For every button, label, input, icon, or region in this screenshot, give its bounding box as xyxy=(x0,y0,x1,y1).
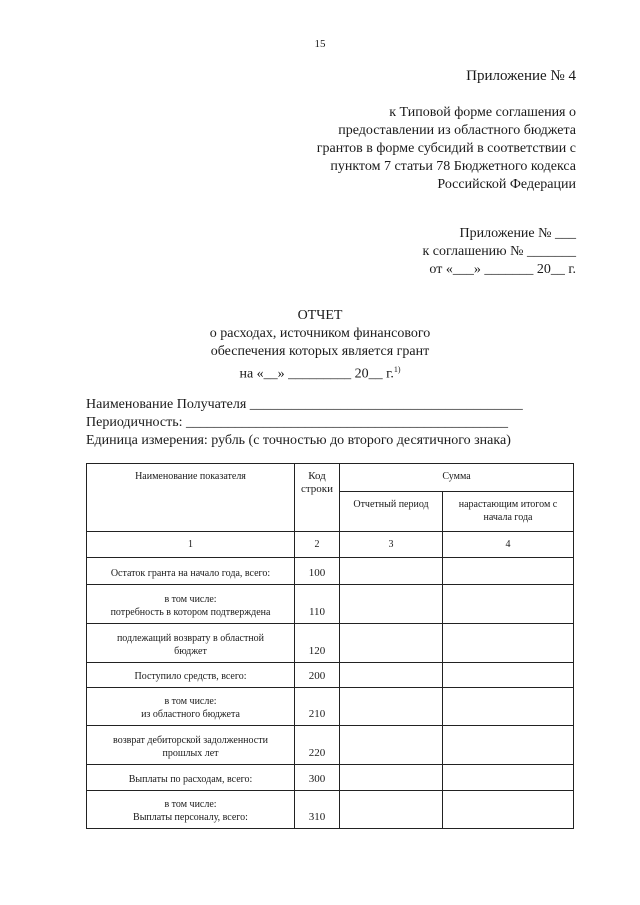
row-value-cumulative[interactable] xyxy=(443,726,574,765)
agreement-no: к соглашению № _______ xyxy=(422,244,576,259)
report-fields xyxy=(86,396,523,450)
column-number: 4 xyxy=(443,532,574,558)
row-label-line: бюджет xyxy=(174,646,207,657)
row-label-line: Остаток гранта на начало года, всего: xyxy=(110,568,271,579)
column-number: 2 xyxy=(295,532,340,558)
report-date: на «__» _________ 20__ г. xyxy=(239,366,394,382)
periodicity-field: Периодичность: ______________________________________________ xyxy=(86,415,509,430)
header-code: Код строки xyxy=(295,464,340,532)
header-reporting-period: Отчетный период xyxy=(340,492,443,532)
footnote-mark: 1) xyxy=(393,365,401,374)
reference-line: Российской Федерации xyxy=(437,177,576,192)
appendix-title: Приложение № 4 xyxy=(466,68,576,84)
row-label-line: в том числе: xyxy=(164,799,217,810)
row-code: 110 xyxy=(295,585,340,624)
row-indicator xyxy=(87,558,295,585)
appendix-reference xyxy=(317,104,576,194)
column-number: 1 xyxy=(87,532,295,558)
row-indicator xyxy=(87,663,295,688)
row-label-line: Выплаты персоналу, всего: xyxy=(133,812,248,823)
row-label-line: потребность в котором подтверждена xyxy=(110,607,271,618)
report-subtitle-line: обеспечения которых является грант xyxy=(210,344,430,359)
report-heading: ОТЧЕТ xyxy=(297,308,343,323)
reference-line: грантов в форме субсидий в соответствии с xyxy=(316,141,576,156)
row-value-cumulative[interactable] xyxy=(443,688,574,726)
header-sum: Сумма xyxy=(340,464,574,492)
column-number: 3 xyxy=(340,532,443,558)
agreement-appendix-no: Приложение № ___ xyxy=(459,226,576,241)
row-value-cumulative[interactable] xyxy=(443,765,574,791)
row-code: 220 xyxy=(295,726,340,765)
table-row xyxy=(87,663,574,688)
row-value-cumulative[interactable] xyxy=(443,585,574,624)
row-code: 120 xyxy=(295,624,340,663)
row-label-line: Поступило средств, всего: xyxy=(134,671,247,682)
row-value-cumulative[interactable] xyxy=(443,624,574,663)
table-row xyxy=(87,624,574,663)
row-value-period[interactable] xyxy=(340,791,443,829)
report-subtitle-line: о расходах, источником финансового xyxy=(209,326,431,341)
reference-line: предоставлении из областного бюджета xyxy=(338,123,576,138)
reference-line: пунктом 7 статьи 78 Бюджетного кодекса xyxy=(330,159,576,174)
row-indicator xyxy=(87,726,295,765)
table-row xyxy=(87,688,574,726)
table-row xyxy=(87,585,574,624)
row-value-cumulative[interactable] xyxy=(443,663,574,688)
row-indicator xyxy=(87,624,295,663)
report-table xyxy=(86,463,574,829)
table-row xyxy=(87,558,574,585)
row-value-period[interactable] xyxy=(340,688,443,726)
row-indicator xyxy=(87,688,295,726)
row-label-line: подлежащий возврату в областной xyxy=(116,633,265,644)
row-label-line: Выплаты по расходам, всего: xyxy=(128,774,253,785)
row-value-period[interactable] xyxy=(340,624,443,663)
row-label-line: в том числе: xyxy=(164,696,217,707)
table-row xyxy=(87,791,574,829)
recipient-field: Наименование Получателя _______________________________________ xyxy=(86,397,523,412)
header-indicator: Наименование показателя xyxy=(87,464,295,532)
row-code: 300 xyxy=(295,765,340,791)
row-indicator xyxy=(87,765,295,791)
row-code: 100 xyxy=(295,558,340,585)
row-value-cumulative[interactable] xyxy=(443,791,574,829)
agreement-appendix-block xyxy=(422,225,576,279)
report-date-line xyxy=(0,361,640,384)
row-indicator xyxy=(87,791,295,829)
row-value-period[interactable] xyxy=(340,765,443,791)
row-code: 200 xyxy=(295,663,340,688)
unit-field: Единица измерения: рубль (с точностью до второго десятичного знака) xyxy=(86,433,511,448)
row-label-line: из областного бюджета xyxy=(141,709,240,720)
row-value-period[interactable] xyxy=(340,585,443,624)
row-label-line: прошлых лет xyxy=(162,748,219,759)
row-value-cumulative[interactable] xyxy=(443,558,574,585)
row-value-period[interactable] xyxy=(340,558,443,585)
row-code: 310 xyxy=(295,791,340,829)
row-value-period[interactable] xyxy=(340,726,443,765)
reference-line: к Типовой форме соглашения о xyxy=(389,105,576,120)
report-title-block xyxy=(0,307,640,384)
row-code: 210 xyxy=(295,688,340,726)
page-number: 15 xyxy=(314,38,326,50)
row-label-line: возврат дебиторской задолженности xyxy=(113,735,268,746)
header-cumulative: нарастающим итогом с начала года xyxy=(443,492,574,532)
table-row xyxy=(87,726,574,765)
agreement-date: от «___» _______ 20__ г. xyxy=(429,262,576,277)
row-value-period[interactable] xyxy=(340,663,443,688)
table-row xyxy=(87,765,574,791)
row-label-line: в том числе: xyxy=(164,594,217,605)
row-indicator xyxy=(87,585,295,624)
